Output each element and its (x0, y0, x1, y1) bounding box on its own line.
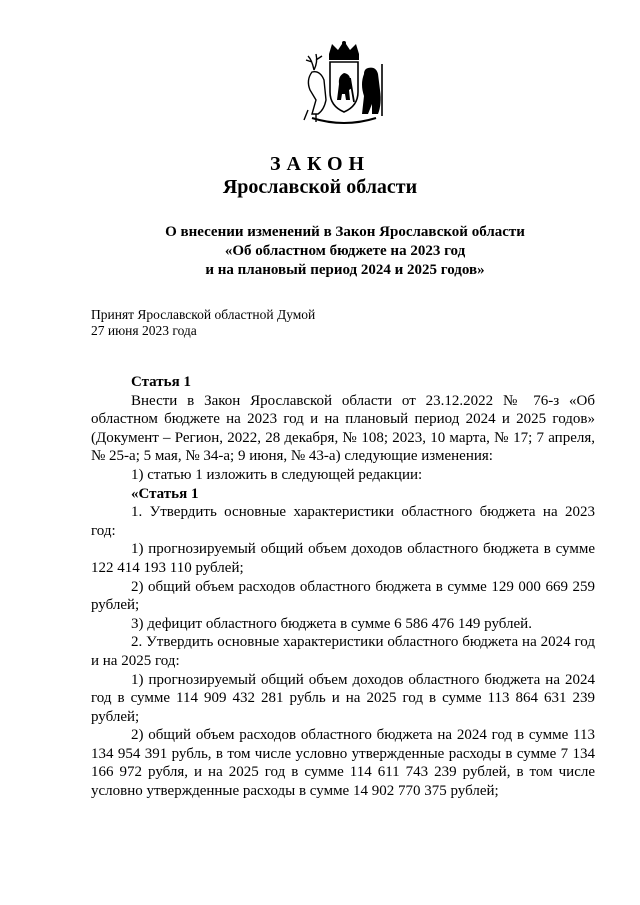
amendment-item-1: 1) статью 1 изложить в следующей редакции: (131, 466, 423, 483)
paragraph-1: 1. Утвердить основные характеристики областного бюджета на 2023 год: (91, 504, 595, 539)
adoption-info (91, 307, 315, 339)
law-body (91, 373, 595, 801)
paragraph-2: 2. Утвердить основные характеристики областного бюджета на 2024 год и на 2025 год: (91, 634, 595, 669)
subject-line-3: и на плановый период 2024 и 2025 годов» (205, 262, 485, 278)
article-heading: Статья 1 (131, 374, 191, 390)
law-subject (100, 223, 590, 280)
adopted-by: Принят Ярославской областной Думой (91, 307, 316, 322)
paragraph-2-item-1: 1) прогнозируемый общий объем доходов областного бюджета на 2024 год в сумме 114 909 432 281 рубль и на 2025 год в сумме 113 864 631 239 рублей; (91, 671, 595, 725)
document-title-law: ЗАКОН (269, 153, 371, 175)
subject-line-2: «Об областном бюджете на 2023 год (224, 243, 466, 259)
document-title-region: Ярославской области (222, 176, 418, 198)
paragraph-1-item-1: 1) прогнозируемый общий объем доходов областного бюджета в сумме 122 414 193 110 рублей; (91, 541, 595, 576)
coat-of-arms-icon (294, 40, 394, 125)
article-intro: Внести в Закон Ярославской области от 23.12.2022 № 76-з «Об областном бюджете на 2023 год и на плановый период 2024 и 2025 годов» (Документ – Регион, 2022, 28 декабря, № 108; 2023, 10 марта, № 17; 7 апреля, № 25-а; 5 мая, № 34-а; 9 июня, № 43-а) следующие изменения: (91, 392, 595, 465)
paragraph-1-item-2: 2) общий объем расходов областного бюджета в сумме 129 000 669 259 рублей; (91, 578, 595, 614)
paragraph-2-item-2: 2) общий объем расходов областного бюджета на 2024 год в сумме 113 134 954 391 рубль, в том числе условно утвержденные расходы в сумме 7 134 166 972 рубля, и на 2025 год в сумме 114 611 743 239 рублей, в том числе условно утвержденные расходы в сумме 14 902 770 375 рублей; (91, 727, 595, 800)
paragraph-1-item-3: 3) дефицит областного бюджета в сумме 6 586 476 149 рублей. (131, 615, 532, 632)
adoption-date: 27 июня 2023 года (91, 323, 197, 338)
subject-line-1: О внесении изменений в Закон Ярославской области (165, 224, 525, 240)
quoted-article-heading: «Статья 1 (131, 485, 199, 502)
